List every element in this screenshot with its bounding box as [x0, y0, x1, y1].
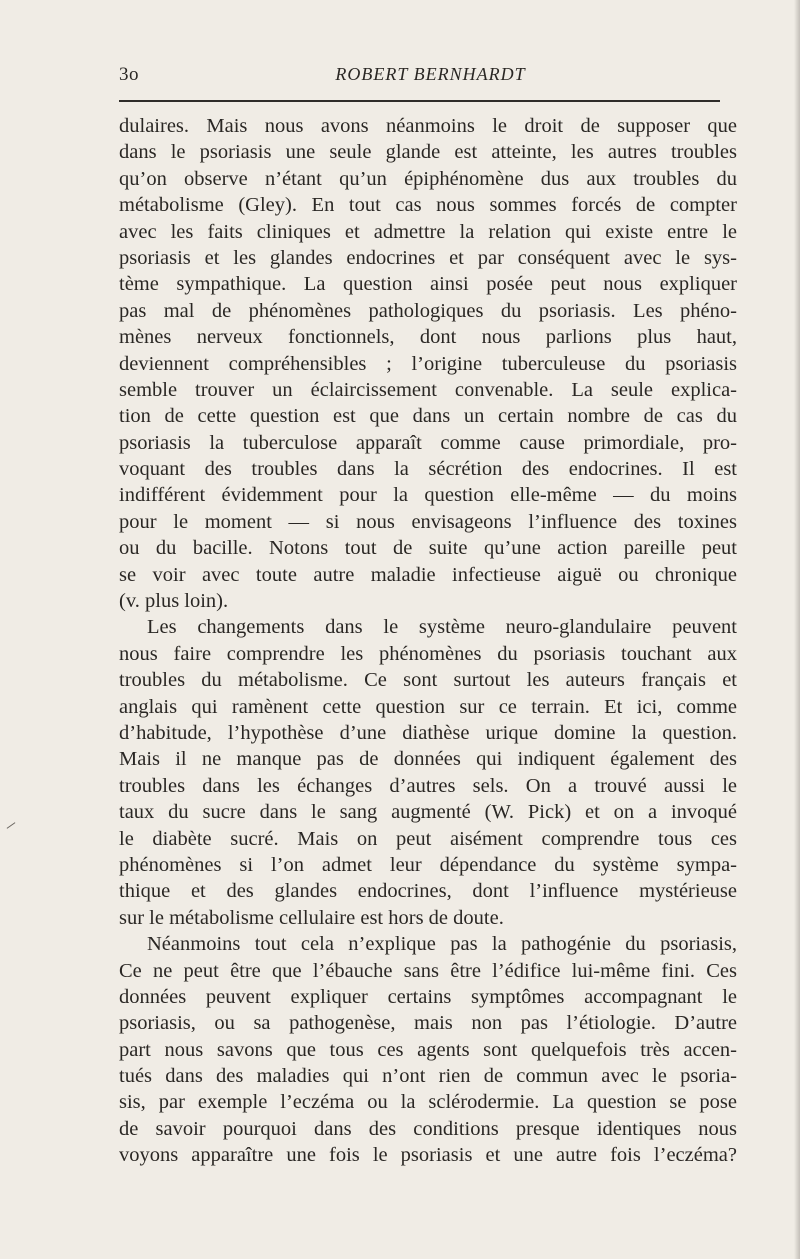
text-line: se voir avec toute autre maladie infectieuse aiguë ou chronique	[119, 563, 737, 586]
text-line: thique et des glandes endocrines, dont l’influence mystérieuse	[119, 880, 737, 903]
body-text	[119, 113, 737, 1169]
text-line: psoriasis et les glandes endocrines et par conséquent avec le sys-	[119, 246, 737, 269]
text-line: de savoir pourquoi dans des conditions presque identiques nous	[119, 1117, 737, 1140]
text-line: tués dans des maladies qui n’ont rien de commun avec le psoria-	[119, 1065, 737, 1088]
margin-pencil-mark	[7, 822, 16, 829]
page-edge-shadow	[794, 0, 800, 1259]
text-line: psoriasis la tuberculose apparaît comme cause primordiale, pro-	[119, 431, 737, 454]
text-line: troubles du métabolisme. Ce sont surtout les auteurs français et	[119, 669, 737, 692]
text-line: nous faire comprendre les phénomènes du psoriasis touchant aux	[119, 642, 737, 665]
text-line: voquant des troubles dans la sécrétion des endocrines. Il est	[119, 458, 737, 481]
text-line: Mais il ne manque pas de données qui indiquent également des	[119, 748, 737, 771]
text-line: pour le moment — si nous envisageons l’influence des toxines	[119, 510, 737, 533]
text-line: troubles dans les échanges d’autres sels. On a trouvé aussi le	[119, 774, 737, 797]
text-line: voyons apparaître une fois le psoriasis et une autre fois l’eczéma?	[119, 1144, 737, 1167]
page-header	[119, 60, 720, 90]
text-line: métabolisme (Gley). En tout cas nous sommes forcés de compter	[119, 194, 737, 217]
text-line: qu’on observe n’étant qu’un épiphénomène dus aux troubles du	[119, 167, 737, 190]
text-line: semble trouver un éclaircissement convenable. La seule explica-	[119, 378, 737, 401]
running-head: ROBERT BERNHARDT	[335, 64, 526, 84]
text-line: indifférent évidemment pour la question elle-même — du moins	[119, 484, 737, 507]
text-line: taux du sucre dans le sang augmenté (W. Pick) et on a invoqué	[119, 801, 737, 824]
page-number: 3o	[119, 64, 139, 85]
text-line: dulaires. Mais nous avons néanmoins le droit de supposer que	[119, 115, 737, 137]
text-line-paragraph-start: Néanmoins tout cela n’explique pas la pathogénie du psoriasis,	[147, 933, 737, 956]
text-line: ou du bacille. Notons tout de suite qu’une action pareille peut	[119, 537, 737, 560]
text-line: deviennent compréhensibles ; l’origine tuberculeuse du psoriasis	[119, 352, 737, 375]
text-line: mènes nerveux fonctionnels, dont nous parlions plus haut,	[119, 326, 737, 349]
text-line: avec les faits cliniques et admettre la relation qui existe entre le	[119, 220, 737, 243]
text-line: phénomènes si l’on admet leur dépendance du système sympa-	[119, 853, 737, 876]
text-line: anglais qui ramènent cette question sur ce terrain. Et ici, comme	[119, 695, 737, 718]
text-line-paragraph-end: (v. plus loin).	[119, 590, 229, 613]
text-line: sis, par exemple l’eczéma ou la sclérodermie. La question se pose	[119, 1091, 737, 1114]
text-line: psoriasis, ou sa pathogenèse, mais non pas l’étiologie. D’autre	[119, 1012, 737, 1035]
text-line: Ce ne peut être que l’ébauche sans être l’édifice lui-même fini. Ces	[119, 959, 737, 982]
text-line-paragraph-end: sur le métabolisme cellulaire est hors de doute.	[119, 906, 504, 929]
text-line: dans le psoriasis une seule glande est atteinte, les autres troubles	[119, 141, 737, 164]
text-line-paragraph-start: Les changements dans le système neuro-glandulaire peuvent	[147, 616, 737, 639]
text-line: part nous savons que tous ces agents sont quelquefois très accen-	[119, 1038, 737, 1061]
text-line: pas mal de phénomènes pathologiques du psoriasis. Les phéno-	[119, 299, 737, 322]
text-line: le diabète sucré. Mais on peut aisément comprendre tous ces	[119, 827, 737, 850]
text-line: d’habitude, l’hypothèse d’une diathèse urique domine la question.	[119, 721, 737, 744]
text-line: tion de cette question est que dans un certain nombre de cas du	[119, 405, 737, 428]
text-line: données peuvent expliquer certains symptômes accompagnant le	[119, 985, 737, 1008]
text-line: tème sympathique. La question ainsi posée peut nous expliquer	[119, 273, 737, 296]
header-rule	[119, 100, 720, 102]
